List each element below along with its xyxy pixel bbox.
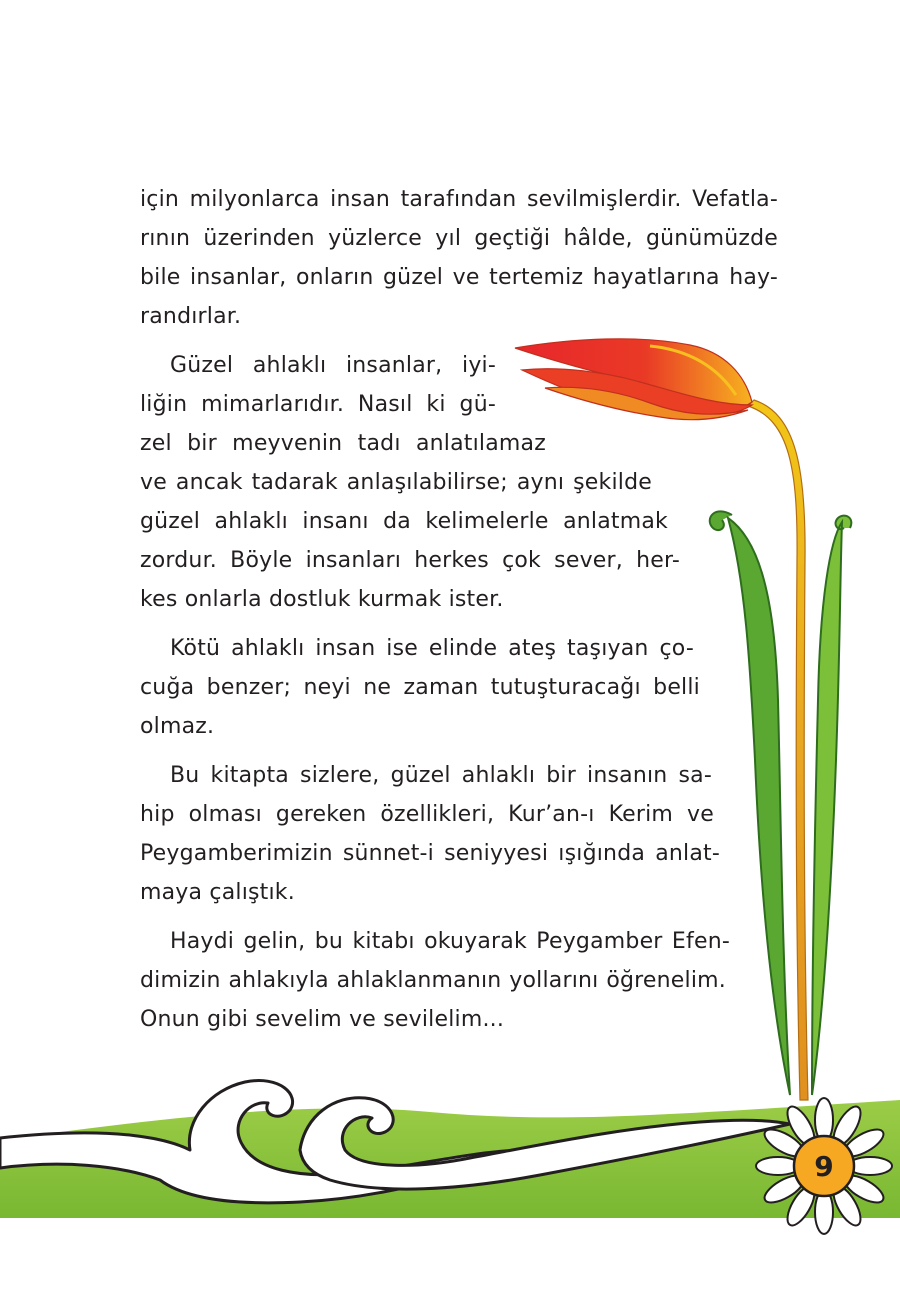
paragraph-line: bile insanlar, onların güzel ve tertemiz hayatlarına hay- (140, 265, 778, 290)
paragraph-line: ve ancak tadarak anlaşılabilirse; aynı şekilde (140, 470, 652, 495)
paragraph-line: cuğa benzer; neyi ne zaman tutuşturacağı belli (140, 675, 700, 700)
paragraph-line: maya çalıştık. (140, 880, 295, 905)
paragraph-line: hip olması gereken özellikleri, Kur’an-ı Kerim ve (140, 802, 714, 827)
paragraph-line: liğin mimarlarıdır. Nasıl ki gü- (140, 392, 496, 417)
paragraph-line: Haydi gelin, bu kitabı okuyarak Peygamber Efen- (170, 929, 730, 954)
paragraph-line: Güzel ahlaklı insanlar, iyi- (170, 353, 496, 378)
paragraph-line: Kötü ahlaklı insan ise elinde ateş taşıyan ço- (170, 636, 694, 661)
paragraph-line: güzel ahlaklı insanı da kelimelerle anlatmak (140, 509, 668, 534)
paragraph-line: dimizin ahlakıyla ahlaklanmanın yollarını öğrenelim. (140, 968, 726, 993)
paragraph-line: randırlar. (140, 304, 242, 329)
paragraph-line: Bu kitapta sizlere, güzel ahlaklı bir insanın sa- (170, 763, 712, 788)
paragraph-line: için milyonlarca insan tarafından sevilmişlerdir. Vefatla- (140, 187, 778, 212)
paragraph-line: olmaz. (140, 714, 215, 739)
paragraph-line: Onun gibi sevelim ve sevilelim... (140, 1007, 505, 1032)
right-leaf (812, 516, 851, 1095)
paragraph-line: Peygamberimizin sünnet-i seniyyesi ışığında anlat- (140, 841, 720, 866)
paragraph-line: zel bir meyvenin tadı anlatılamaz (140, 431, 546, 456)
paragraph-line: rının üzerinden yüzlerce yıl geçtiği hâlde, günümüzde (140, 226, 778, 251)
paragraph-line: kes onlarla dostluk kurmak ister. (140, 587, 504, 612)
paragraph-line: zordur. Böyle insanları herkes çok sever, her- (140, 548, 680, 573)
left-leaf (710, 511, 790, 1095)
page-number: 9 (814, 1150, 834, 1183)
tulip-flower (515, 339, 752, 420)
